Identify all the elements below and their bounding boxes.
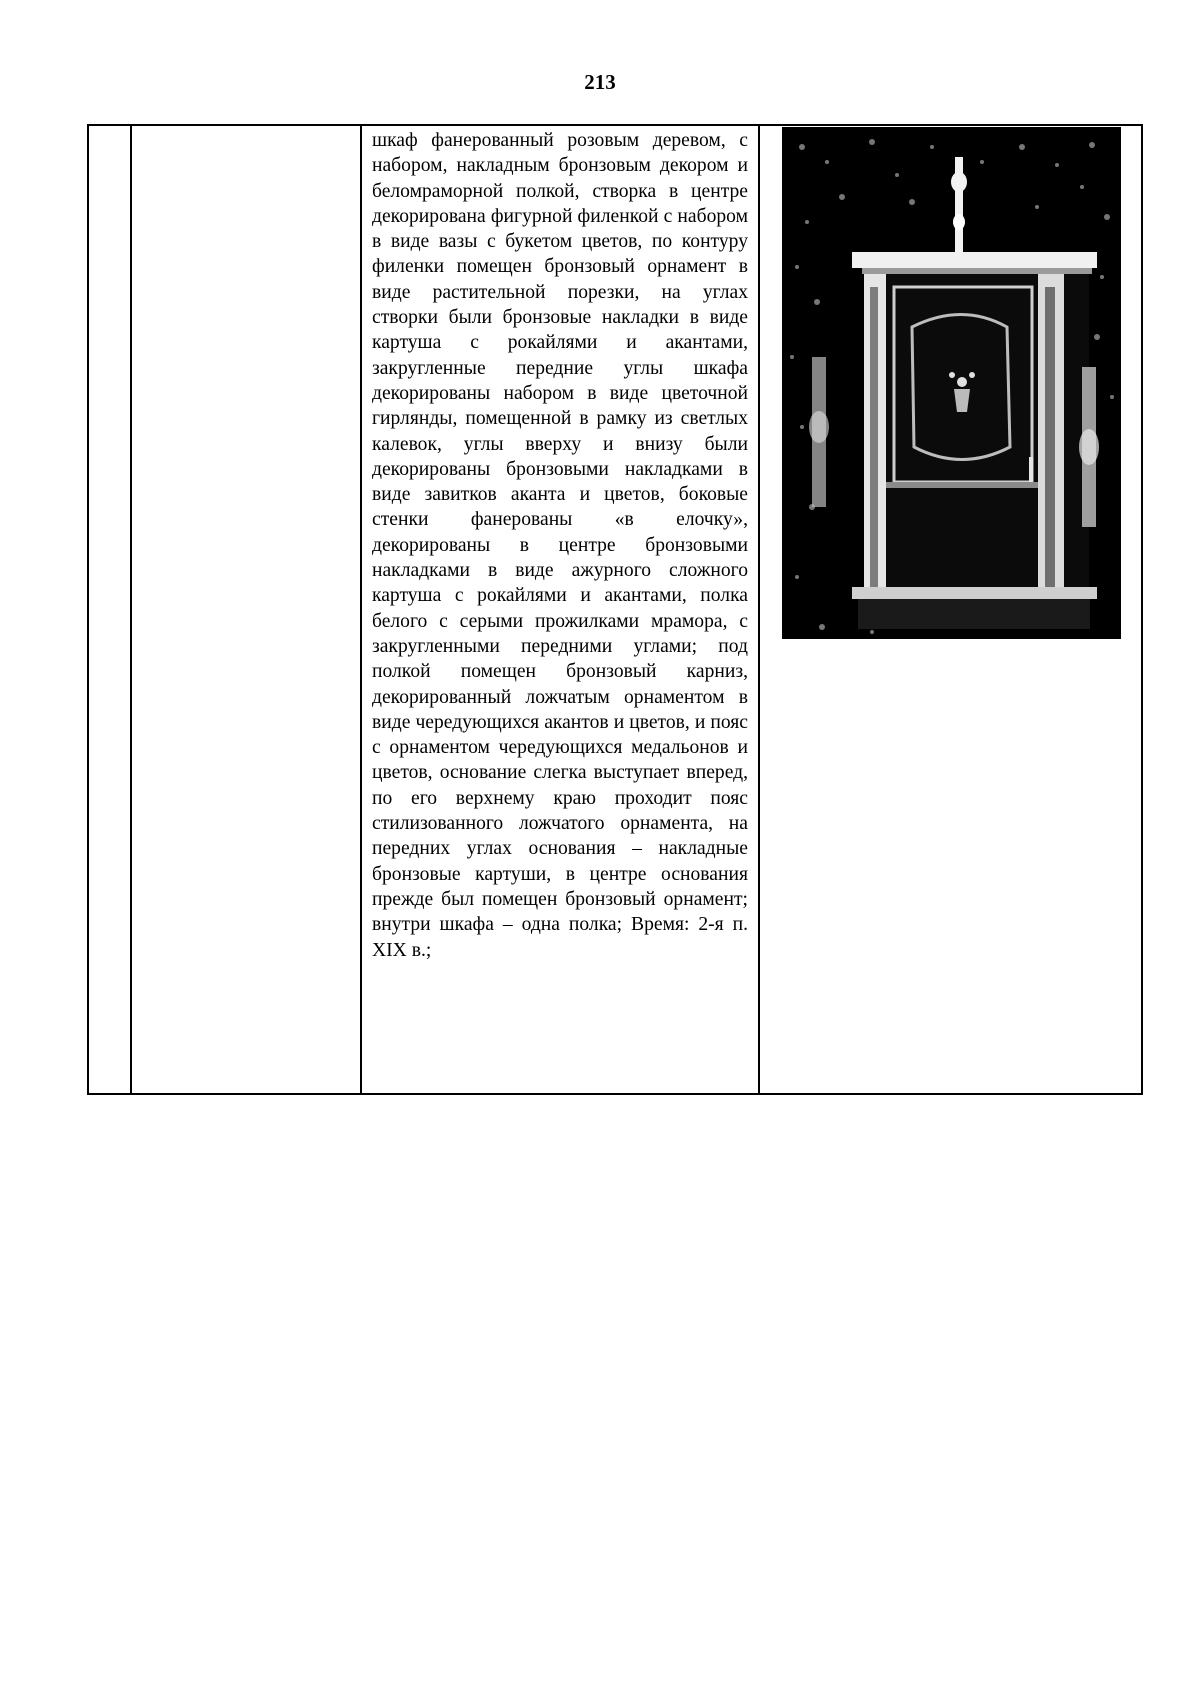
cabinet-photo-image [782,127,1121,639]
photo-cell [760,126,1141,1093]
name-cell [132,126,362,1093]
cabinet-photo [782,127,1121,639]
index-cell [89,126,132,1093]
description-cell [362,126,760,1093]
catalog-table-row [87,124,1143,1095]
page-number: 213 [584,70,616,94]
item-description: шкаф фанерованный розовым деревом, с набором, накладным бронзовым декором и беломраморной полкой, створка в центре декорирована фигурной филенкой с набором в виде вазы с букетом цветов, по контуру филенки помещен бронзовый орнамент в виде растительной порезки, на углах створки были бронзовые накладки в виде картуша с рокайлями и акантами, закругленные передние углы шкафа декорированы набором в виде цветочной гирлянды, помещенной в рамку из светлых калевок, углы вверху и внизу были декорированы бронзовыми накладками в виде завитков аканта и цветов, боковые стенки фанерованы «в елочку», декорированы в центре бронзовыми накладками в виде ажурного сложного картуша с рокайлями и акантами, полка белого с серыми прожилками мрамора, с закругленными передними углами; под полкой помещен бронзовый карниз, декорированный ложчатым орнаментом в виде чередующихся акантов и цветов, и пояс с орнаментом чередующихся медальонов и цветов, основание слегка выступает вперед, по его верхнему краю проходит пояс стилизованного ложчатого орнамента, на передних углах основания – накладные бронзовые картуши, в центре основания прежде был помещен бронзовый орнамент; внутри шкафа – одна полка; Время: 2-я п. XIX в.; [372,130,748,961]
